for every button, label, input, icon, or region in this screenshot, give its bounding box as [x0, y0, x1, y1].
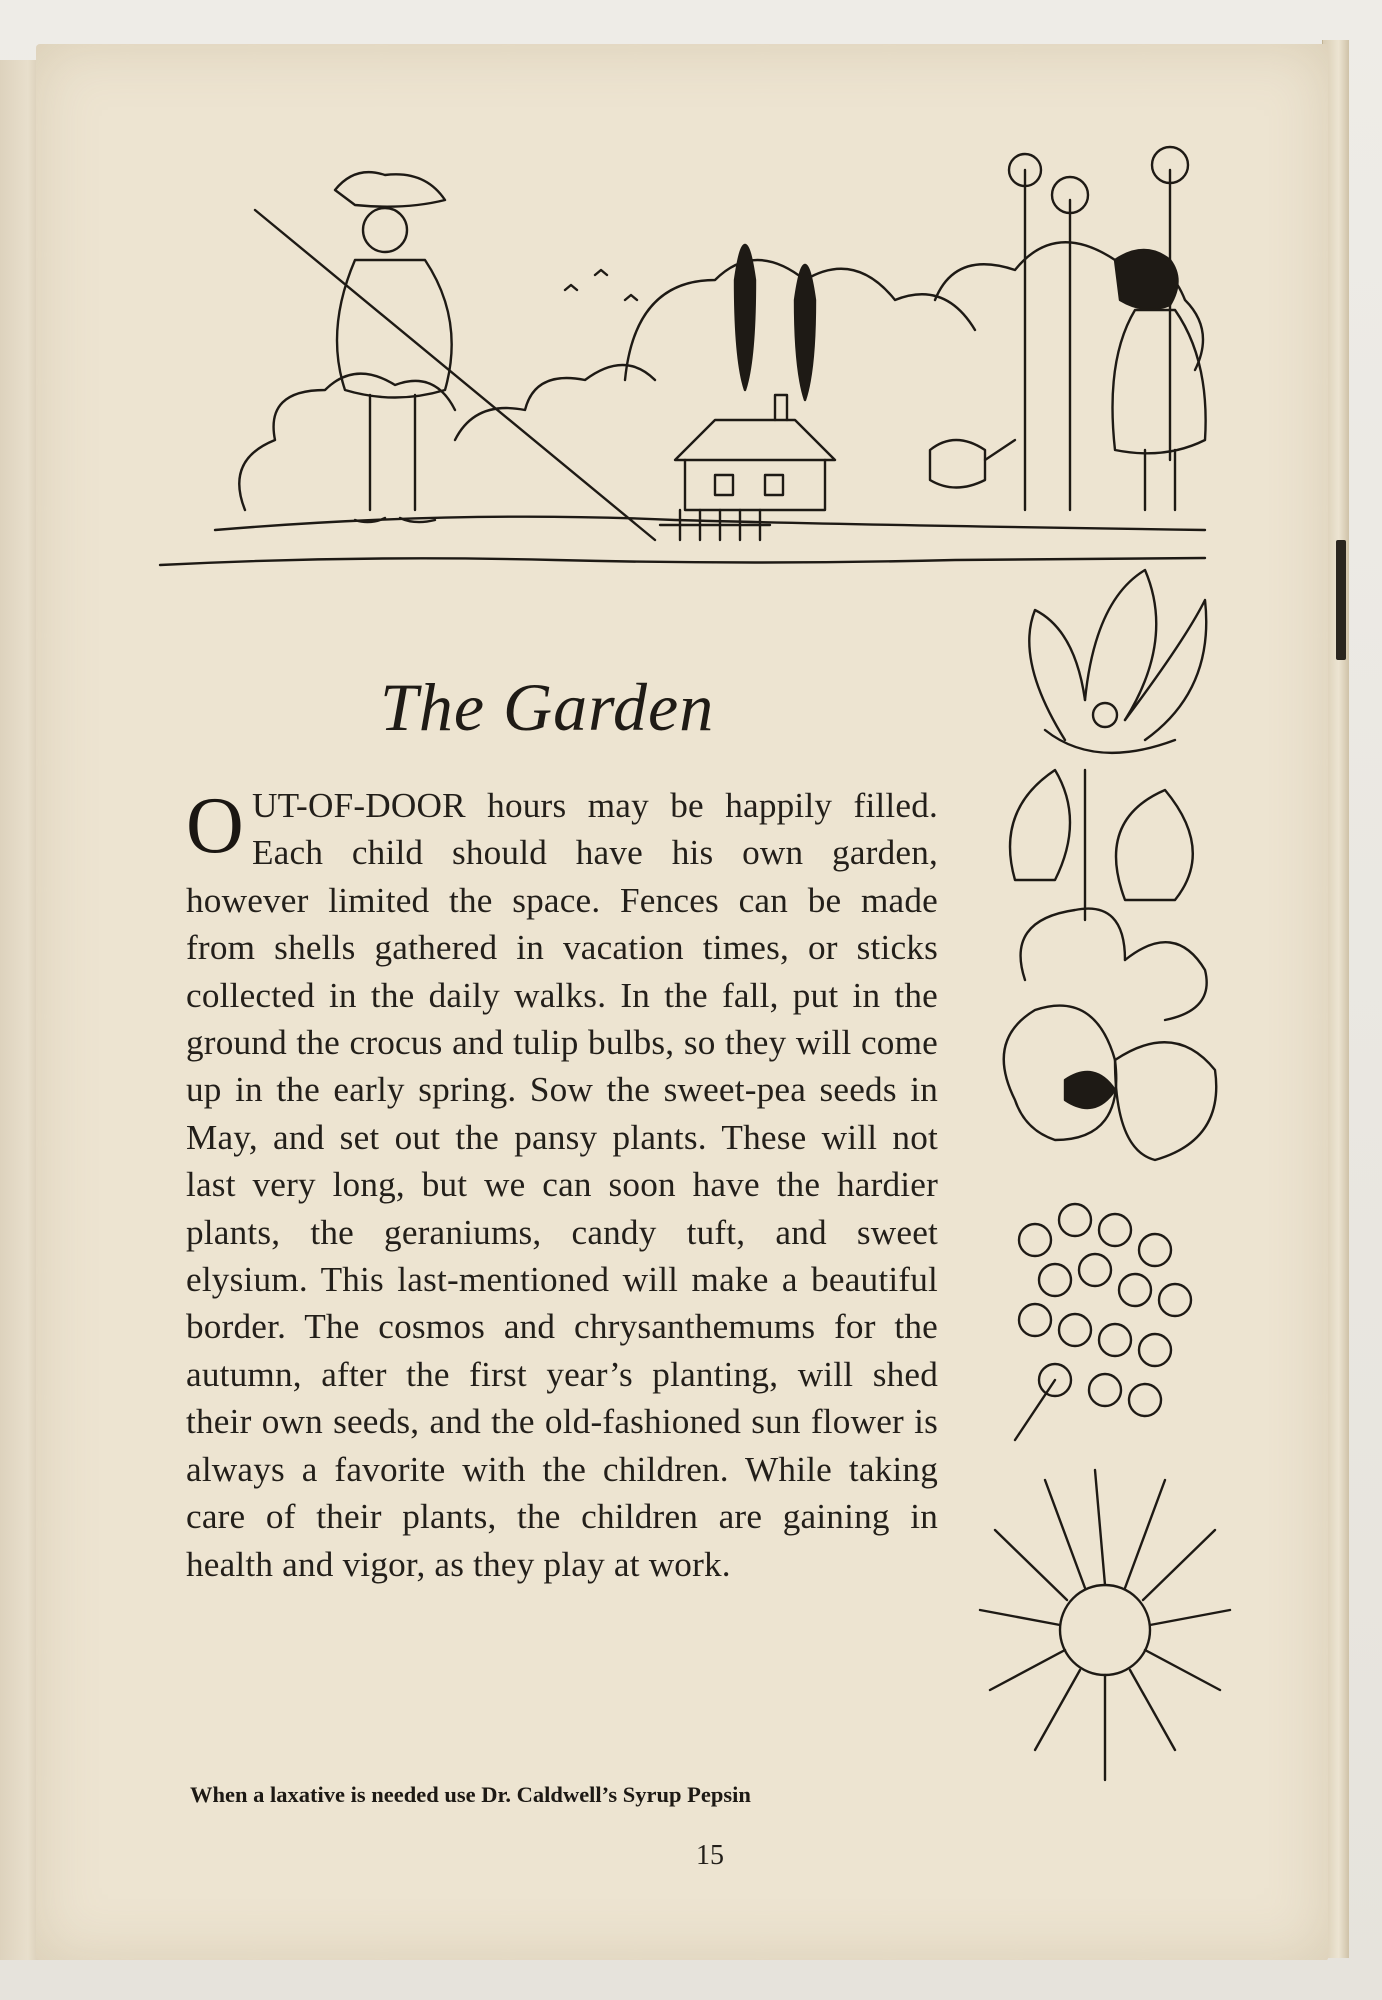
- body-text: UT-OF-DOOR hours may be happily filled. Each child should have his own garden, however limited the space. Fences can be made from shells gathered in vacation times, or sticks collected in the daily walks. In the fall, put in the ground the crocus and tulip bulbs, so they will come up in the early spring. Sow the sweet-pea seeds in May, and set out the pansy plants. These will not last very long, but we can soon have the hardier plants, the geraniums, candy tuft, and sweet elysium. This last-mentioned will make a beautiful border. The cosmos and chrysanthemums for the autumn, after the first year’s planting, will shed their own seeds, and the old-fashioned sun flower is always a favorite with the children. While taking care of their plants, the children are gaining in health and vigor, as they play at work.: [186, 786, 938, 1584]
- garden-scene-illustration: [155, 130, 1215, 570]
- page-title: The Garden: [380, 669, 715, 745]
- drop-cap: O: [186, 782, 244, 870]
- advertisement-note: When a laxative is needed use Dr. Caldwell’s Syrup Pepsin: [190, 1782, 751, 1807]
- binding-tab: [1336, 540, 1346, 660]
- body-paragraph: [186, 782, 938, 1588]
- facing-page-edge: [0, 60, 41, 1960]
- page-number: 15: [696, 1840, 724, 1871]
- flower-border-illustration: [975, 540, 1235, 1820]
